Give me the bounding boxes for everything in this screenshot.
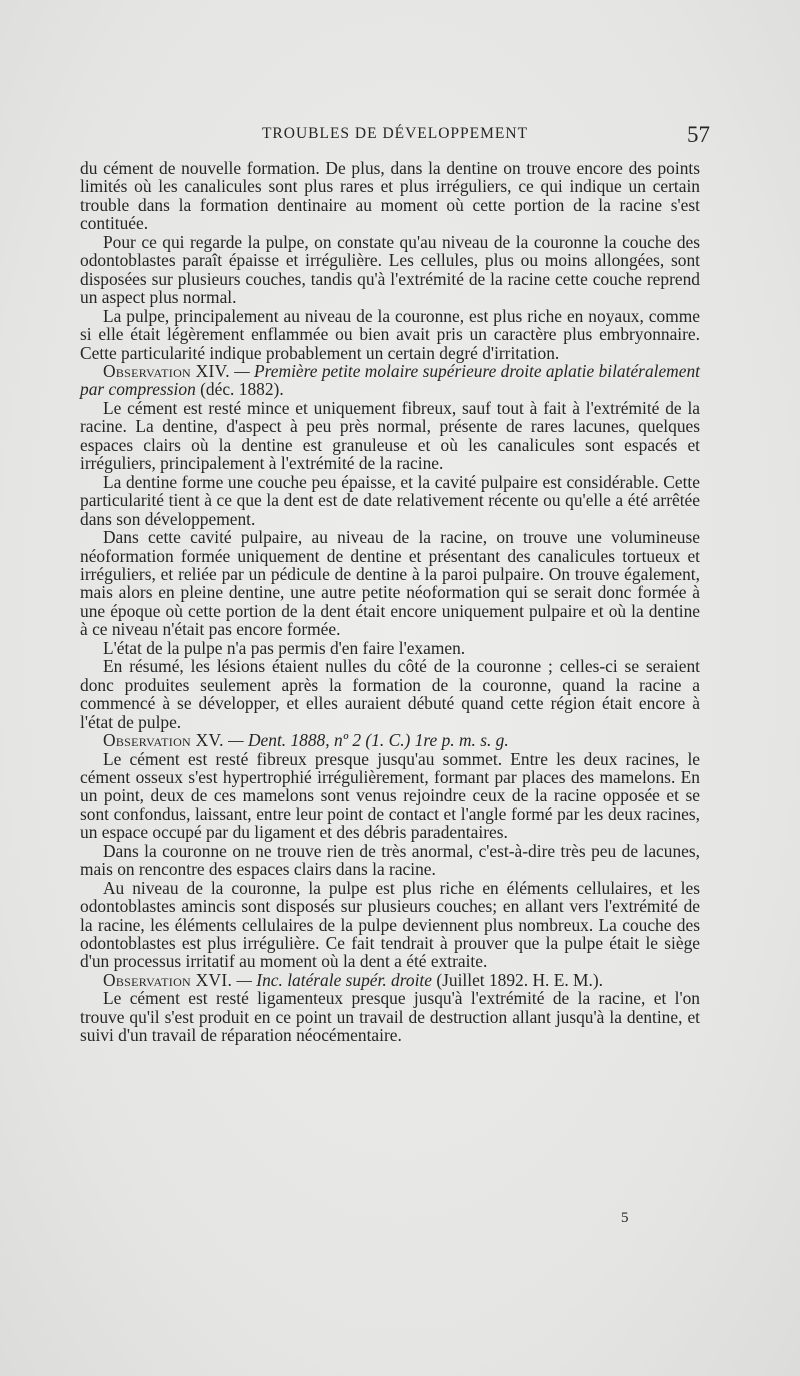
- observation-label: Observation XV.: [103, 730, 224, 751]
- observation-label: Observation XVI.: [103, 969, 233, 990]
- observation-date: (Juillet 1892. H. E. M.).: [431, 969, 603, 990]
- paragraph: Le cément est resté ligamenteux presque jusqu'à l'extrémité de la racine, et l'on trouve qu'il s'est produit en ce point un travail de destruction allant jusqu'à la dentine, et suivi d'un travail de réparation néocémentaire.: [80, 988, 700, 1046]
- paragraph: du cément de nouvelle formation. De plus, dans la dentine on trouve encore des points limités où les canalicules sont plus rares et plus irréguliers, ce qui indique un certain trouble dans la formation dentinaire au moment où cette portion de la racine s'est contituée.: [80, 158, 700, 234]
- paragraph: L'état de la pulpe n'a pas permis d'en faire l'examen.: [103, 637, 466, 658]
- observation-heading: [80, 971, 700, 989]
- paragraph: Au niveau de la couronne, la pulpe est plus riche en éléments cellulaires, et les odontoblastes amincis sont disposés sur plusieurs couches; en allant vers l'extrémité de la racine, les éléments cellulaires de la pulpe deviennent plus nombreux. La couche des odontoblastes est plus irrégulière. Ce fait tendrait à prouver que la pulpe était le siège d'un processus irritatif au moment où la dent a été extraite.: [80, 877, 700, 972]
- page-number: 57: [687, 122, 710, 147]
- observation-title: — Dent. 1888, nº 2 (1. C.) 1re p. m. s. g.: [228, 730, 509, 751]
- observation-date: (déc. 1882).: [195, 379, 284, 400]
- body-text: [80, 159, 700, 1045]
- observation-title: — Première petite molaire supérieure droite aplatie bilatéralement par compression: [80, 360, 700, 400]
- running-title: TROUBLES DE DÉVELOPPEMENT: [261, 125, 529, 142]
- paragraph: Le cément est resté fibreux presque jusqu'au sommet. Entre les deux racines, le cément osseux s'est hypertrophié irrégulièrement, formant par places des mamelons. En un point, deux de ces mamelons sont venus rejoindre ceux de la racine opposée et se sont confondus, laissant, entre leur point de contact et l'angle formé par les deux racines, un espace occupé par du ligament et des débris paradentaires.: [80, 748, 700, 843]
- observation-heading: [80, 731, 700, 749]
- observation-heading: [80, 362, 700, 399]
- running-head: [80, 122, 710, 146]
- paragraph: Pour ce qui regarde la pulpe, on constate qu'au niveau de la couronne la couche des odontoblastes paraît épaisse et irrégulière. Les cellules, plus ou moins allongées, sont disposées sur plusieurs couches, tandis qu'à l'extrémité de la racine cette couche reprend un aspect plus normal.: [80, 231, 700, 308]
- paragraph: Dans cette cavité pulpaire, au niveau de la racine, on trouve une volumineuse néoformation formée uniquement de dentine et présentant des canalicules tortueux et irréguliers, et reliée par un pédicule de dentine à la paroi pulpaire. On trouve également, mais alors en pleine dentine, une autre petite néoformation qui se serait donc formée à une époque où cette portion de la dent était encore uniquement pulpaire et où la dentine à ce niveau n'était pas encore formée.: [80, 527, 700, 640]
- paragraph: Le cément est resté mince et uniquement fibreux, sauf tout à fait à l'extrémité de la racine. La dentine, d'aspect à peu près normal, présente de rares lacunes, quelques espaces clairs où la dentine est granuleuse et où les canalicules sont espacés et irréguliers, principalement à l'extrémité de la racine.: [80, 397, 700, 474]
- paragraph: La dentine forme une couche peu épaisse, et la cavité pulpaire est considérable. Cette particularité tient à ce que la dent est de date relativement récente ou qu'elle a été arrêtée dans son développement.: [80, 471, 700, 529]
- paragraph: La pulpe, principalement au niveau de la couronne, est plus riche en noyaux, comme si elle était légèrement enflammée ou bien avait pris un caractère plus embryonnaire. Cette particularité indique probablement un certain degré d'irritation.: [80, 305, 700, 363]
- observation-title: — Inc. latérale supér. droite: [236, 969, 432, 990]
- signature-mark: 5: [621, 1210, 629, 1226]
- paragraph: Dans la couronne on ne trouve rien de très anormal, c'est-à-dire très peu de lacunes, mais on rencontre des espaces clairs dans la racine.: [80, 840, 700, 880]
- observation-label: Observation XIV.: [103, 360, 230, 381]
- paragraph: En résumé, les lésions étaient nulles du côté de la couronne ; celles-ci se seraient donc produites seulement après la formation de la couronne, quand la racine a commencé à se développer, et elles auraient débuté quand cette région était encore à l'état de pulpe.: [80, 656, 700, 732]
